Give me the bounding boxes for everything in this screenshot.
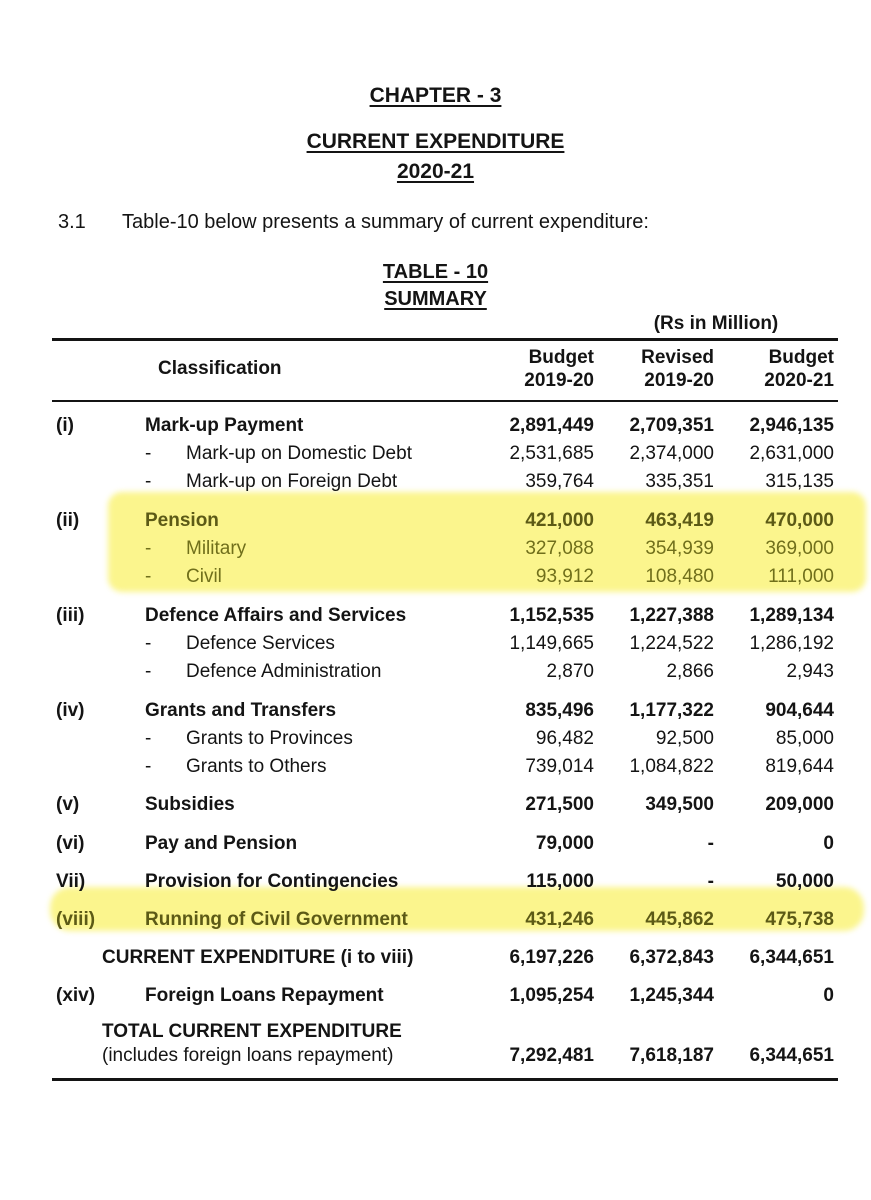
value-revised-2019: 445,862 [645, 909, 714, 930]
value-budget-2020: 1,286,192 [749, 633, 834, 654]
row-label: Civil [186, 566, 222, 587]
table-row [0, 753, 871, 781]
value-budget-2019: 93,912 [535, 566, 594, 587]
value-revised-2019: 6,372,843 [629, 947, 714, 968]
value-budget-2020: 819,644 [765, 756, 834, 777]
value-budget-2020: 470,000 [765, 510, 834, 531]
value-revised-2019: 2,709,351 [629, 415, 714, 436]
row-number: (v) [56, 794, 80, 815]
page-year: 2020-21 [396, 160, 475, 183]
value-budget-2020: 111,000 [768, 566, 834, 587]
col-revised-2019-line1: Revised [641, 347, 714, 368]
value-budget-2019: 431,246 [525, 909, 594, 930]
value-revised-2019: 335,351 [645, 471, 714, 492]
value-revised-2019: - [707, 871, 714, 892]
row-number: (i) [56, 415, 74, 436]
col-budget-2020-line1: Budget [768, 347, 834, 368]
value-budget-2020: 85,000 [775, 728, 834, 749]
value-budget-2019: 2,870 [546, 661, 594, 682]
value-revised-2019: - [707, 833, 714, 854]
row-number: (vi) [56, 833, 85, 854]
row-label: Grants to Provinces [186, 728, 353, 749]
row-label: Mark-up on Foreign Debt [186, 471, 398, 492]
page-title: CURRENT EXPENDITURE [306, 130, 565, 153]
value-budget-2020: 369,000 [765, 538, 834, 559]
table-row [0, 412, 871, 440]
intro-number: 3.1 [58, 211, 86, 233]
table-row [0, 630, 871, 658]
value-revised-2019: 1,245,344 [629, 985, 714, 1006]
value-revised-2019: 2,866 [666, 661, 714, 682]
value-budget-2019: 359,764 [525, 471, 594, 492]
intro-text: Table-10 below presents a summary of current expenditure: [122, 211, 649, 233]
row-label: Defence Affairs and Services [145, 605, 407, 626]
table-row [0, 602, 871, 630]
value-revised-2019: 108,480 [645, 566, 714, 587]
row-label: Mark-up Payment [145, 415, 304, 436]
table-row [0, 791, 871, 819]
row-label: Provision for Contingencies [145, 871, 399, 892]
value-budget-2020: 475,738 [765, 909, 834, 930]
col-budget-2020-line2: 2020-21 [764, 370, 834, 391]
value-budget-2019: 1,152,535 [509, 605, 594, 626]
row-label: Running of Civil Government [145, 909, 408, 930]
value-budget-2019: 7,292,481 [509, 1045, 594, 1066]
row-label: Defence Administration [186, 661, 382, 682]
col-budget-2019-line2: 2019-20 [524, 370, 594, 391]
value-budget-2020: 0 [823, 985, 834, 1006]
col-budget-2020-header [724, 346, 834, 392]
row-label: Grants to Others [186, 756, 327, 777]
row-number: Vii) [56, 871, 86, 892]
value-budget-2019: 79,000 [535, 833, 594, 854]
value-budget-2020: 2,946,135 [749, 415, 834, 436]
table-row [0, 535, 871, 563]
value-budget-2020: 1,289,134 [749, 605, 834, 626]
value-budget-2020: 2,631,000 [749, 443, 834, 464]
table-row [0, 906, 871, 934]
value-budget-2020: 315,135 [765, 471, 834, 492]
row-number: (viii) [56, 909, 96, 930]
value-budget-2020: 0 [823, 833, 834, 854]
row-dash: - [145, 538, 152, 559]
table-row [0, 1042, 871, 1070]
row-number: (iii) [56, 605, 85, 626]
row-label: Subsidies [145, 794, 235, 815]
table-top-rule [52, 338, 838, 341]
table-row [0, 982, 871, 1010]
table-row [0, 440, 871, 468]
chapter-heading: CHAPTER - 3 [369, 84, 502, 107]
row-dash: - [145, 728, 152, 749]
row-label: TOTAL CURRENT EXPENDITURE [102, 1021, 402, 1042]
header-rule [52, 400, 838, 402]
value-budget-2019: 327,088 [525, 538, 594, 559]
col-revised-2019-line2: 2019-20 [644, 370, 714, 391]
row-dash: - [145, 471, 152, 492]
table-row [0, 563, 871, 591]
col-budget-2019-header [484, 346, 594, 392]
table-row [0, 725, 871, 753]
units-label: (Rs in Million) [653, 313, 779, 334]
table-subtitle: SUMMARY [384, 288, 487, 310]
table-row [0, 468, 871, 496]
row-label: Grants and Transfers [145, 700, 337, 721]
value-budget-2020: 209,000 [765, 794, 834, 815]
value-budget-2019: 1,095,254 [509, 985, 594, 1006]
row-label: Mark-up on Domestic Debt [186, 443, 412, 464]
value-revised-2019: 7,618,187 [629, 1045, 714, 1066]
row-label: Defence Services [186, 633, 335, 654]
value-budget-2019: 835,496 [525, 700, 594, 721]
row-dash: - [145, 756, 152, 777]
table-title: TABLE - 10 [382, 261, 489, 283]
value-revised-2019: 2,374,000 [629, 443, 714, 464]
value-budget-2020: 6,344,651 [749, 947, 834, 968]
row-dash: - [145, 443, 152, 464]
value-budget-2019: 421,000 [525, 510, 594, 531]
table-row [0, 868, 871, 896]
value-budget-2020: 904,644 [765, 700, 834, 721]
row-label: Pension [145, 510, 219, 531]
value-revised-2019: 463,419 [645, 510, 714, 531]
value-revised-2019: 1,227,388 [629, 605, 714, 626]
value-revised-2019: 92,500 [655, 728, 714, 749]
value-budget-2019: 2,531,685 [509, 443, 594, 464]
table-row [0, 507, 871, 535]
row-label: CURRENT EXPENDITURE (i to viii) [102, 947, 414, 968]
value-budget-2019: 6,197,226 [509, 947, 594, 968]
row-dash: - [145, 661, 152, 682]
table-bottom-rule [52, 1078, 838, 1081]
value-revised-2019: 354,939 [645, 538, 714, 559]
value-revised-2019: 1,084,822 [629, 756, 714, 777]
row-number: (iv) [56, 700, 85, 721]
row-dash: - [145, 566, 152, 587]
col-revised-2019-header [604, 346, 714, 392]
value-budget-2019: 271,500 [525, 794, 594, 815]
row-label: Foreign Loans Repayment [145, 985, 384, 1006]
classification-header: Classification [158, 358, 282, 379]
row-label-note: (includes foreign loans repayment) [102, 1045, 394, 1066]
row-number: (xiv) [56, 985, 96, 1006]
row-number: (ii) [56, 510, 80, 531]
row-dash: - [145, 633, 152, 654]
col-budget-2019-line1: Budget [528, 347, 594, 368]
row-label: Military [186, 538, 247, 559]
value-budget-2020: 50,000 [775, 871, 834, 892]
value-budget-2019: 1,149,665 [509, 633, 594, 654]
value-budget-2019: 739,014 [525, 756, 594, 777]
row-label: Pay and Pension [145, 833, 298, 854]
table-row [0, 658, 871, 686]
value-budget-2020: 6,344,651 [749, 1045, 834, 1066]
value-budget-2019: 96,482 [535, 728, 594, 749]
value-budget-2019: 115,000 [526, 871, 594, 892]
value-budget-2019: 2,891,449 [509, 415, 594, 436]
table-row [0, 830, 871, 858]
value-revised-2019: 1,224,522 [629, 633, 714, 654]
table-row [0, 944, 871, 972]
table-row [0, 697, 871, 725]
value-revised-2019: 1,177,322 [629, 700, 714, 721]
value-revised-2019: 349,500 [645, 794, 714, 815]
value-budget-2020: 2,943 [786, 661, 834, 682]
